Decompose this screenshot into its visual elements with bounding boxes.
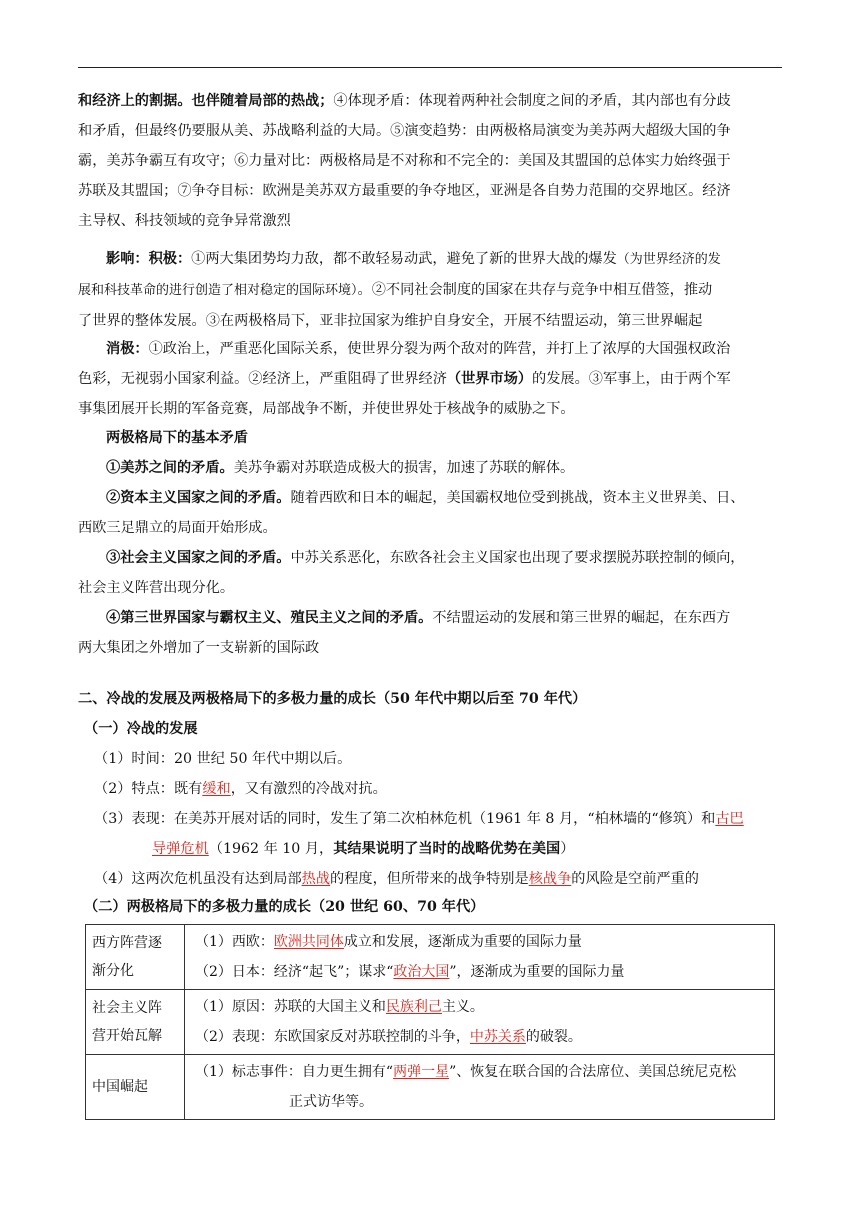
small-text: （为世界经济的发 <box>616 252 721 267</box>
text-line: 了世界的整体发展。③在两极格局下，亚非拉国家为维护自身安全，开展不结盟运动，第三世界崛起 <box>78 313 703 329</box>
text: （1）西欧： <box>195 934 274 950</box>
bold-text: 其结果说明了当时的战略优势在美国 <box>333 841 561 857</box>
table-row <box>86 1055 775 1120</box>
highlight-text: 民族利己 <box>385 999 442 1015</box>
text: 的发展。③军事上，由于两个军 <box>532 371 731 387</box>
text: ”、恢复在联合国的合法席位、美国总统尼克松 <box>449 1064 737 1080</box>
bold-label: 影响：积极： <box>106 251 192 267</box>
row-header <box>86 925 185 990</box>
row-content <box>185 990 775 1055</box>
text: （4）这两次危机虽没有达到局部 <box>94 871 302 887</box>
text: 不结盟运动的发展和第三世界的崛起，在东西方 <box>432 610 731 626</box>
highlight-text: 古巴 <box>715 811 744 827</box>
text: （1）标志事件：自力更生拥有“ <box>195 1064 394 1080</box>
highlight-text: 核战争 <box>528 871 572 887</box>
text: （1）原因：苏联的大国主义和 <box>195 999 386 1015</box>
header-rule <box>78 67 782 68</box>
row-header <box>86 1055 185 1120</box>
cell-text: 西方阵营逐 <box>92 935 162 951</box>
highlight-text: 欧洲共同体 <box>273 934 344 950</box>
cell-text: 营开始瓦解 <box>92 1028 162 1044</box>
text: ①政治上，严重恶化国际关系，使世界分裂为两个敌对的阵营，并打上了浓厚的大国强权政治 <box>148 341 731 357</box>
small-text: 展和科技革命的进行创造了相对稳定的国际环境） <box>78 283 358 298</box>
text: ，又有激烈的冷战对抗。 <box>230 781 387 797</box>
list-item: （1）时间：20 世纪 50 年代中期以后。 <box>94 751 352 767</box>
text: 色彩，无视弱小国家利益。②经济上，严重阻碍了世界经济 <box>78 371 447 387</box>
row-content <box>185 925 775 990</box>
cell-text: 渐分化 <box>92 963 134 979</box>
bold-text: ④第三世界国家与霸权主义、殖民主义之间的矛盾。 <box>106 610 433 626</box>
bold-label: 消极： <box>106 341 149 357</box>
text: 中苏关系恶化，东欧各社会主义国家也出现了要求摆脱苏联控制的倾向， <box>290 550 745 566</box>
table-row <box>86 990 775 1055</box>
section-cold-war-development <box>78 684 782 920</box>
section-basic-contradictions <box>78 423 782 663</box>
cell-text: 社会主义阵 <box>92 1000 162 1016</box>
subsection-title: （二）两极格局下的多极力量的成长（20 世纪 60、70 年代） <box>84 899 485 915</box>
highlight-text: 热战 <box>301 871 331 887</box>
row-header <box>86 990 185 1055</box>
row-content <box>185 1055 775 1120</box>
text: 的风险是空前严重的 <box>571 871 699 887</box>
bold-text: ②资本主义国家之间的矛盾。 <box>106 490 291 506</box>
text: （3）表现：在美苏开展对话的同时，发生了第二次柏林危机（1961 年 8 月，“柏林墙的“修筑）和 <box>94 811 716 827</box>
text: （1962 年 10 月， <box>208 841 334 857</box>
text: （2）特点：既有 <box>94 781 203 797</box>
text-line: 和矛盾，但最终仍要服从美、苏战略利益的大局。⑤演变趋势：由两极格局演变为美苏两大超级大国的争 <box>78 123 731 139</box>
paragraph-bipolar-features <box>78 86 782 236</box>
text: 随着西欧和日本的崛起，美国霸权地位受到挑战，资本主义世界美、日、 <box>290 490 745 506</box>
text: ①两大集团势均力敌，都不敢轻易动武，避免了新的世界大战的爆发 <box>191 251 617 267</box>
text-line: 霸，美苏争霸互有攻守；⑥力量对比：两极格局是不对称和不完全的：美国及其盟国的总体实力始终强于 <box>78 153 731 169</box>
text: （2）表现：东欧国家反对苏联控制的斗争， <box>195 1029 470 1045</box>
highlight-text: 导弹危机 <box>152 841 209 857</box>
bold-text: ①美苏之间的矛盾。 <box>106 460 234 476</box>
bold-text: ③社会主义国家之间的矛盾。 <box>106 550 291 566</box>
section-heading: 两极格局下的基本矛盾 <box>106 430 248 446</box>
subsection-title: （一）冷战的发展 <box>84 721 198 737</box>
text-line: 主导权、科技领域的竞争异常激烈 <box>78 213 291 229</box>
highlight-text: 政治大国 <box>393 964 450 980</box>
text-line: 苏联及其盟国；⑦争夺目标：欧洲是美苏双方最重要的争夺地区，亚洲是各自势力范围的交界地区。经济 <box>78 183 731 199</box>
paragraph-negative-influence <box>78 334 782 424</box>
text: 美苏争霸对苏联造成极大的损害，加速了苏联的解体。 <box>233 460 575 476</box>
text: 的程度，但所带来的战争特别是 <box>330 871 529 887</box>
cell-text: 中国崛起 <box>92 1079 148 1095</box>
section-title: 二、冷战的发展及两极格局下的多极力量的成长（50 年代中期以后至 70 年代） <box>78 691 587 707</box>
text: （2）日本：经济“起飞”；谋求“ <box>195 964 394 980</box>
text: 主义。 <box>441 999 484 1015</box>
highlight-text: 两弹一星 <box>393 1064 450 1080</box>
text: ”，逐渐成为重要的国际力量 <box>449 964 625 980</box>
text: 。②不同社会制度的国家在共存与竞争中相互借签，推动 <box>357 282 713 298</box>
multipolar-forces-table <box>85 924 775 1120</box>
paragraph-positive-influence <box>78 244 782 336</box>
text: ） <box>560 841 575 857</box>
text: 的破裂。 <box>525 1029 582 1045</box>
text: 成立和发展，逐渐成为重要的国际力量 <box>343 934 582 950</box>
cell-text: 正式访华等。 <box>289 1094 373 1110</box>
text: ④体现矛盾：体现着两种社会制度之间的矛盾，其内部也有分歧 <box>333 93 731 109</box>
highlight-text: 缓和 <box>202 781 231 797</box>
text-line: 两大集团之外增加了一支崭新的国际政 <box>78 640 320 656</box>
highlight-text: 中苏关系 <box>469 1029 526 1045</box>
text-line: 社会主义阵营出现分化。 <box>78 580 235 596</box>
bold-text: （世界市场） <box>446 371 533 387</box>
text-line: 西欧三足鼎立的局面开始形成。 <box>78 520 277 536</box>
table-row <box>86 925 775 990</box>
bold-text: 和经济上的割据。也伴随着局部的热战； <box>78 93 334 109</box>
text-line: 事集团展开长期的军备竞赛，局部战争不断，并使世界处于核战争的威胁之下。 <box>78 401 575 417</box>
